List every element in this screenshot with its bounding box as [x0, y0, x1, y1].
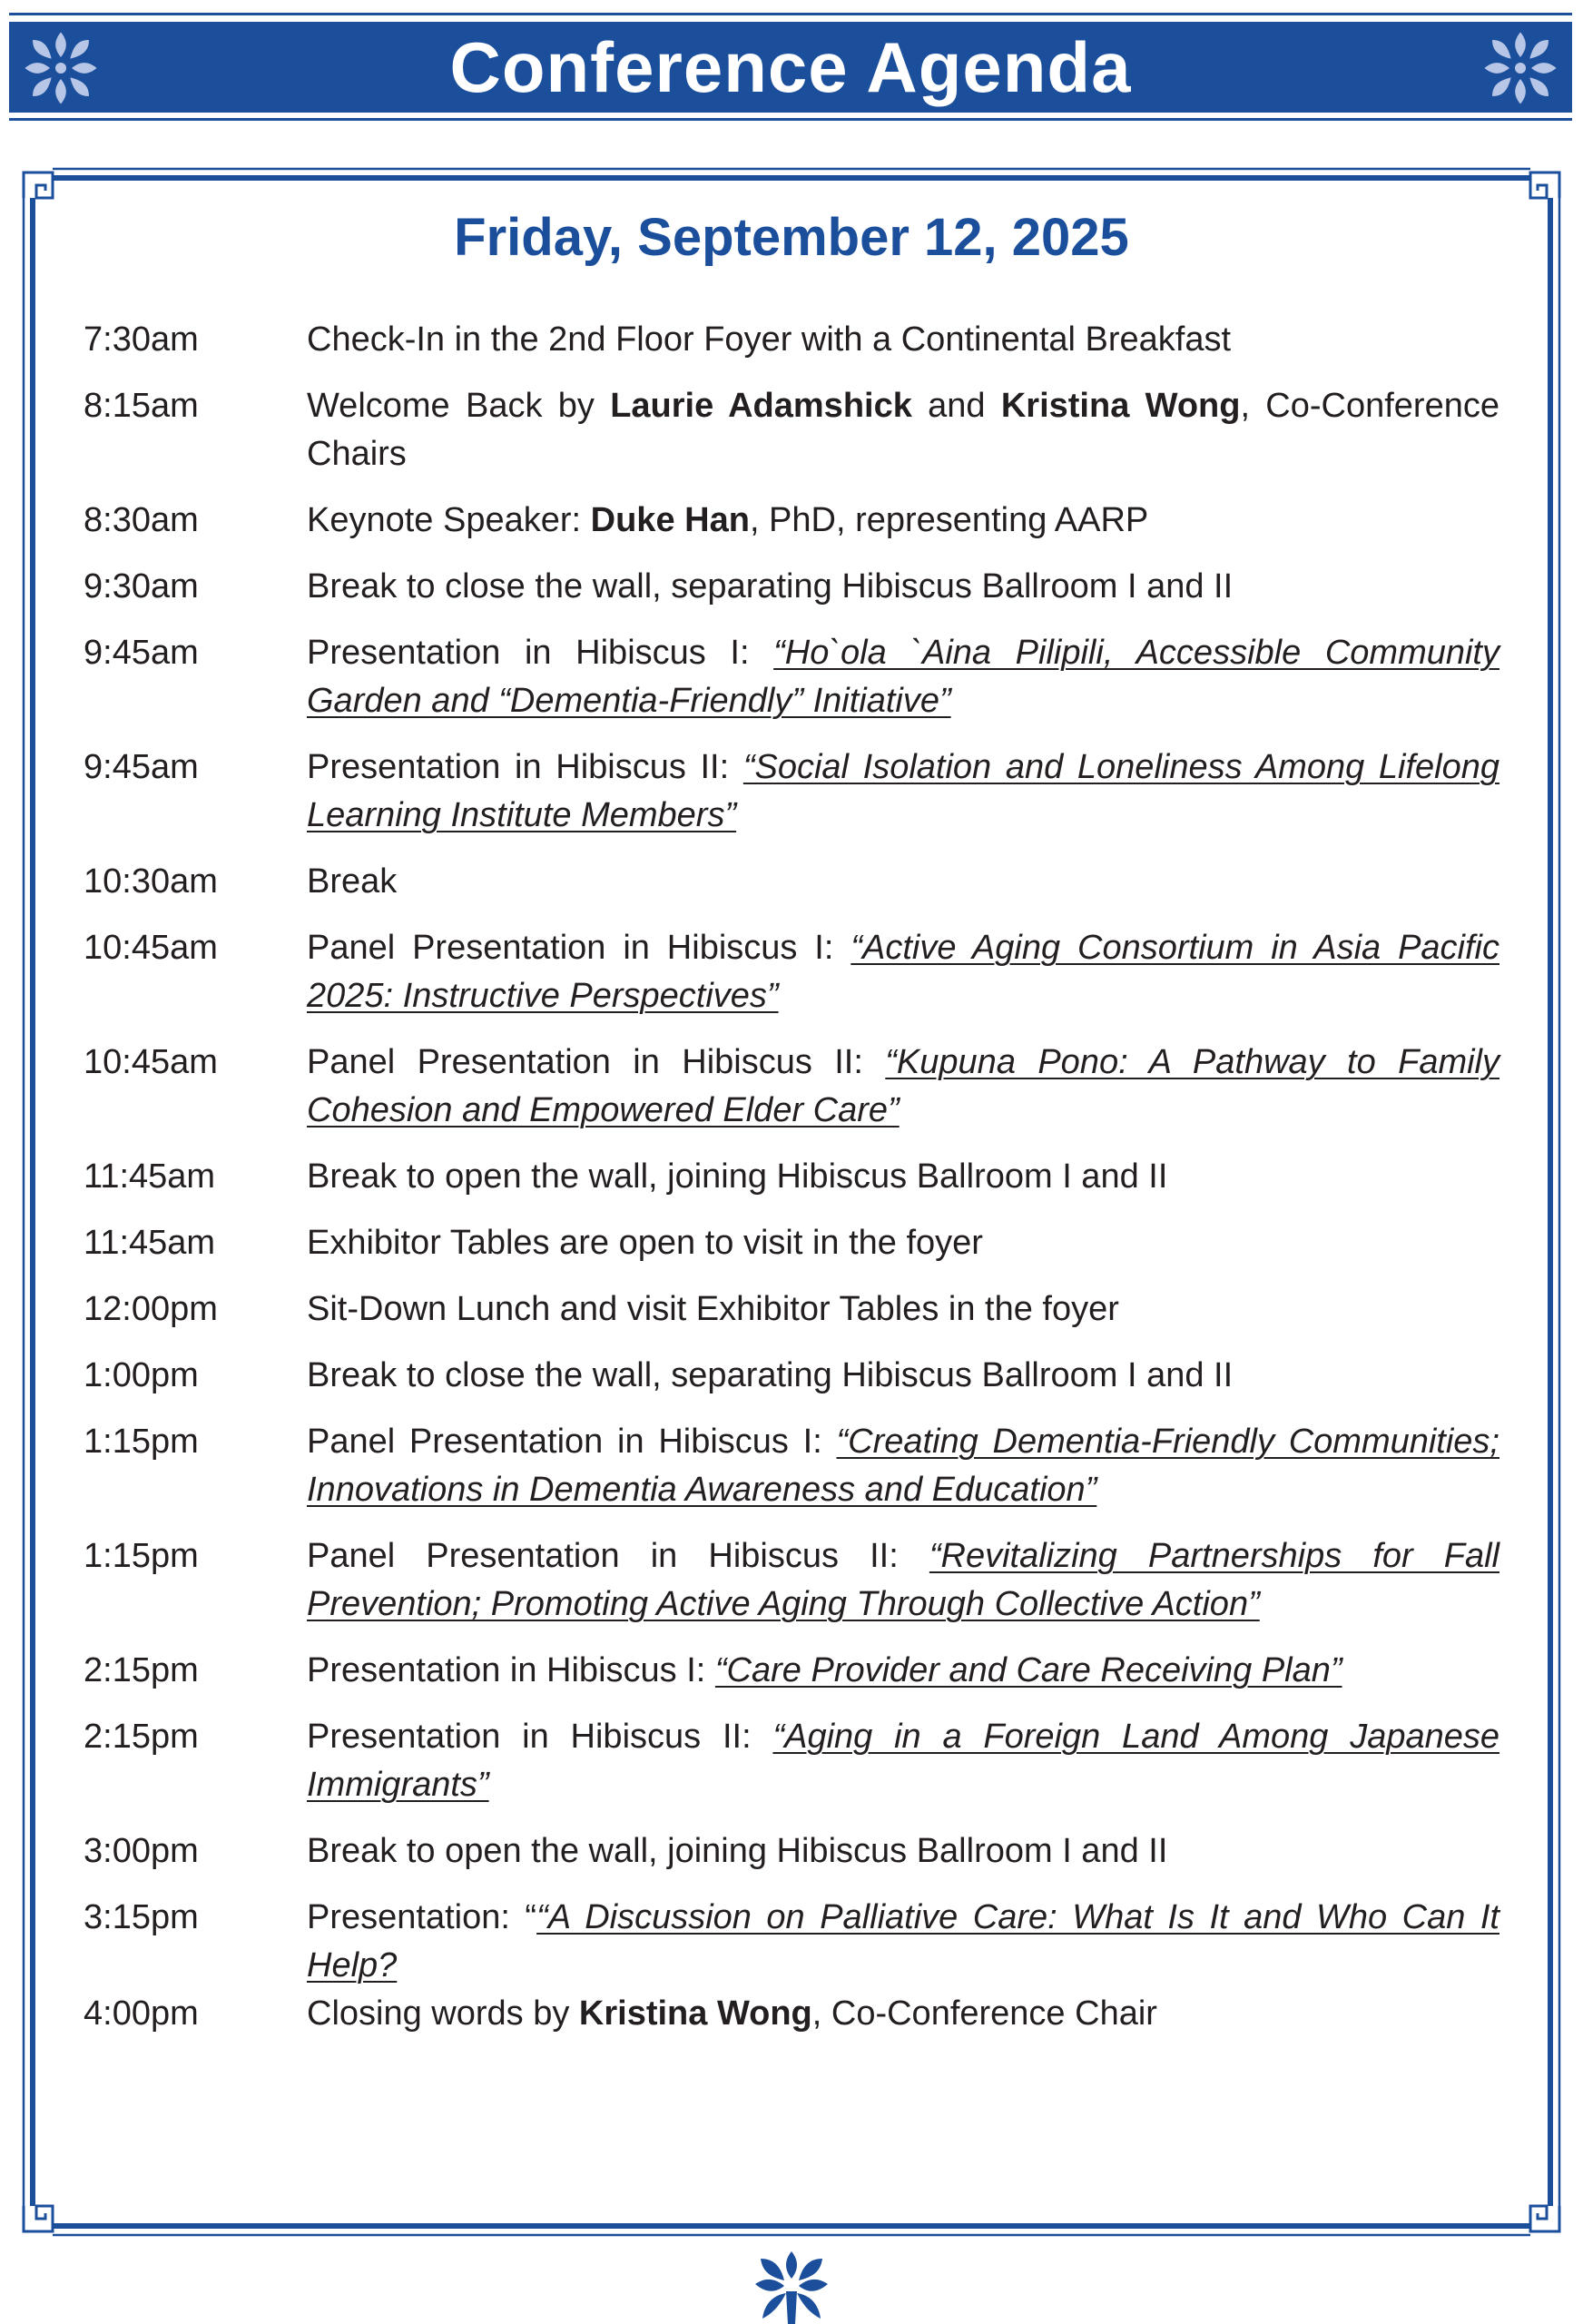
agenda-text: Presentation in Hibiscus I:	[307, 1651, 715, 1689]
agenda-description	[307, 743, 1499, 840]
agenda-time: 1:00pm	[84, 1356, 199, 1394]
agenda-description	[307, 1713, 1499, 1809]
agenda-description	[307, 1990, 1499, 2038]
session-title: “Revitalizing Partnerships for Fall Prevention; Promoting Active Aging Through Collective Action”	[307, 1537, 1499, 1623]
agenda-text: Break to close the wall, separating Hibiscus Ballroom I and II	[307, 1356, 1234, 1394]
agenda-row	[84, 382, 1499, 478]
agenda-time: 10:30am	[84, 862, 218, 901]
agenda-time: 11:45am	[84, 1224, 216, 1262]
agenda-text: Check-In in the 2nd Floor Foyer with a Continental Breakfast	[307, 320, 1232, 359]
agenda-time: 9:45am	[84, 634, 199, 672]
agenda-row	[84, 1827, 1499, 1876]
agenda-time: 9:30am	[84, 567, 199, 606]
speaker-name: Duke Han	[590, 501, 750, 539]
session-title: “A Discussion on Palliative Care: What Is It and Who Can It Help?	[307, 1898, 1499, 1984]
agenda-time: 10:45am	[84, 1043, 218, 1081]
agenda-text: Break to open the wall, joining Hibiscus Ballroom I and II	[307, 1157, 1168, 1196]
agenda-text: , Co-Conference Chairs	[307, 387, 1499, 473]
agenda-row	[84, 743, 1499, 840]
agenda-description	[307, 1418, 1499, 1514]
agenda-time: 4:00pm	[84, 1994, 199, 2033]
agenda-text: Break	[307, 862, 398, 901]
agenda-text: Panel Presentation in Hibiscus II:	[307, 1043, 886, 1081]
session-title: “Care Provider and Care Receiving Plan”	[714, 1651, 1342, 1689]
agenda-text: Presentation in Hibiscus II:	[307, 748, 743, 786]
agenda-row	[84, 1153, 1499, 1201]
agenda-time: 1:15pm	[84, 1537, 199, 1575]
session-title: “Active Aging Consortium in Asia Pacific 2025: Instructive Perspectives”	[307, 929, 1499, 1015]
agenda-description	[307, 497, 1499, 545]
agenda-row	[84, 1418, 1499, 1514]
agenda-text: Keynote Speaker:	[307, 501, 591, 539]
agenda-time: 2:15pm	[84, 1651, 199, 1689]
speaker-name: Laurie Adamshick	[610, 387, 912, 425]
page-title: Conference Agenda	[449, 27, 1132, 107]
agenda-time: 7:30am	[84, 320, 199, 359]
session-title: “Kupuna Pono: A Pathway to Family Cohesion and Empowered Elder Care”	[307, 1043, 1499, 1129]
agenda-time: 8:30am	[84, 501, 199, 539]
agenda-text: Exhibitor Tables are open to visit in the foyer	[307, 1224, 983, 1262]
agenda-text: Panel Presentation in Hibiscus I:	[307, 1423, 837, 1461]
agenda-time: 3:15pm	[84, 1898, 199, 1936]
agenda-row	[84, 497, 1499, 545]
header-banner	[9, 22, 1572, 113]
agenda-description	[307, 1285, 1499, 1334]
agenda-time: 11:45am	[84, 1157, 216, 1196]
banner-bottom-rule	[9, 118, 1572, 121]
agenda-description	[307, 1039, 1499, 1135]
agenda-description	[307, 563, 1499, 611]
agenda-text: Sit-Down Lunch and visit Exhibitor Tables in the foyer	[307, 1290, 1119, 1328]
agenda-description	[307, 1647, 1499, 1695]
session-title: “Ho`ola `Aina Pilipili, Accessible Community Garden and “Dementia-Friendly” Initiative”	[307, 634, 1499, 720]
agenda-row	[84, 1285, 1499, 1334]
agenda-row	[84, 1532, 1499, 1629]
agenda-description	[307, 1153, 1499, 1201]
agenda-time: 9:45am	[84, 748, 199, 786]
session-title: “Aging in a Foreign Land Among Japanese Immigrants”	[307, 1718, 1500, 1804]
speaker-name: Kristina Wong	[1000, 387, 1241, 425]
agenda-row	[84, 858, 1499, 906]
agenda-description	[307, 1219, 1499, 1267]
agenda-description	[307, 1894, 1499, 1990]
agenda-description	[307, 1352, 1499, 1400]
agenda-description	[307, 858, 1499, 906]
agenda-row	[84, 924, 1499, 1020]
agenda-description	[307, 924, 1499, 1020]
agenda-text: , Co-Conference Chair	[811, 1994, 1157, 2033]
agenda-text: Panel Presentation in Hibiscus I:	[307, 929, 851, 967]
agenda-time: 2:15pm	[84, 1718, 199, 1756]
agenda-text: Presentation in Hibiscus II:	[307, 1718, 773, 1756]
agenda-row	[84, 1894, 1499, 1990]
agenda-description	[307, 316, 1499, 364]
agenda-row	[84, 316, 1499, 364]
agenda-list	[84, 316, 1499, 2056]
agenda-text: , PhD, representing AARP	[749, 501, 1149, 539]
agenda-text: Panel Presentation in Hibiscus II:	[307, 1537, 929, 1575]
agenda-description	[307, 382, 1499, 478]
agenda-text: Presentation: “	[307, 1898, 537, 1936]
agenda-text: Presentation in Hibiscus I:	[307, 634, 774, 672]
agenda-text: and	[911, 387, 1001, 425]
agenda-description	[307, 1532, 1499, 1629]
agenda-text: Break to close the wall, separating Hibiscus Ballroom I and II	[307, 567, 1234, 606]
agenda-time: 8:15am	[84, 387, 199, 425]
agenda-date-heading: Friday, September 12, 2025	[454, 208, 1129, 267]
agenda-row	[84, 563, 1499, 611]
agenda-text: Welcome Back by	[307, 387, 611, 425]
session-title: “Social Isolation and Loneliness Among Lifelong Learning Institute Members”	[307, 748, 1500, 834]
banner-top-rule	[9, 13, 1572, 15]
agenda-row	[84, 1713, 1499, 1809]
agenda-time: 12:00pm	[84, 1290, 218, 1328]
session-title: “Creating Dementia-Friendly Communities; Innovations in Dementia Awareness and Education”	[307, 1423, 1499, 1509]
agenda-row	[84, 1990, 1499, 2038]
agenda-row	[84, 1219, 1499, 1267]
agenda-time: 3:00pm	[84, 1832, 199, 1870]
agenda-row	[84, 1647, 1499, 1695]
speaker-name: Kristina Wong	[578, 1994, 812, 2033]
agenda-time: 10:45am	[84, 929, 218, 967]
agenda-description	[307, 629, 1499, 725]
agenda-text: Break to open the wall, joining Hibiscus Ballroom I and II	[307, 1832, 1168, 1870]
agenda-text: Closing words by	[307, 1994, 579, 2033]
agenda-row	[84, 1039, 1499, 1135]
agenda-row	[84, 629, 1499, 725]
agenda-time: 1:15pm	[84, 1423, 199, 1461]
hibiscus-leaf-icon	[750, 2248, 833, 2324]
agenda-description	[307, 1827, 1499, 1876]
agenda-row	[84, 1352, 1499, 1400]
hibiscus-leaf-quilt-icon	[1481, 29, 1559, 107]
